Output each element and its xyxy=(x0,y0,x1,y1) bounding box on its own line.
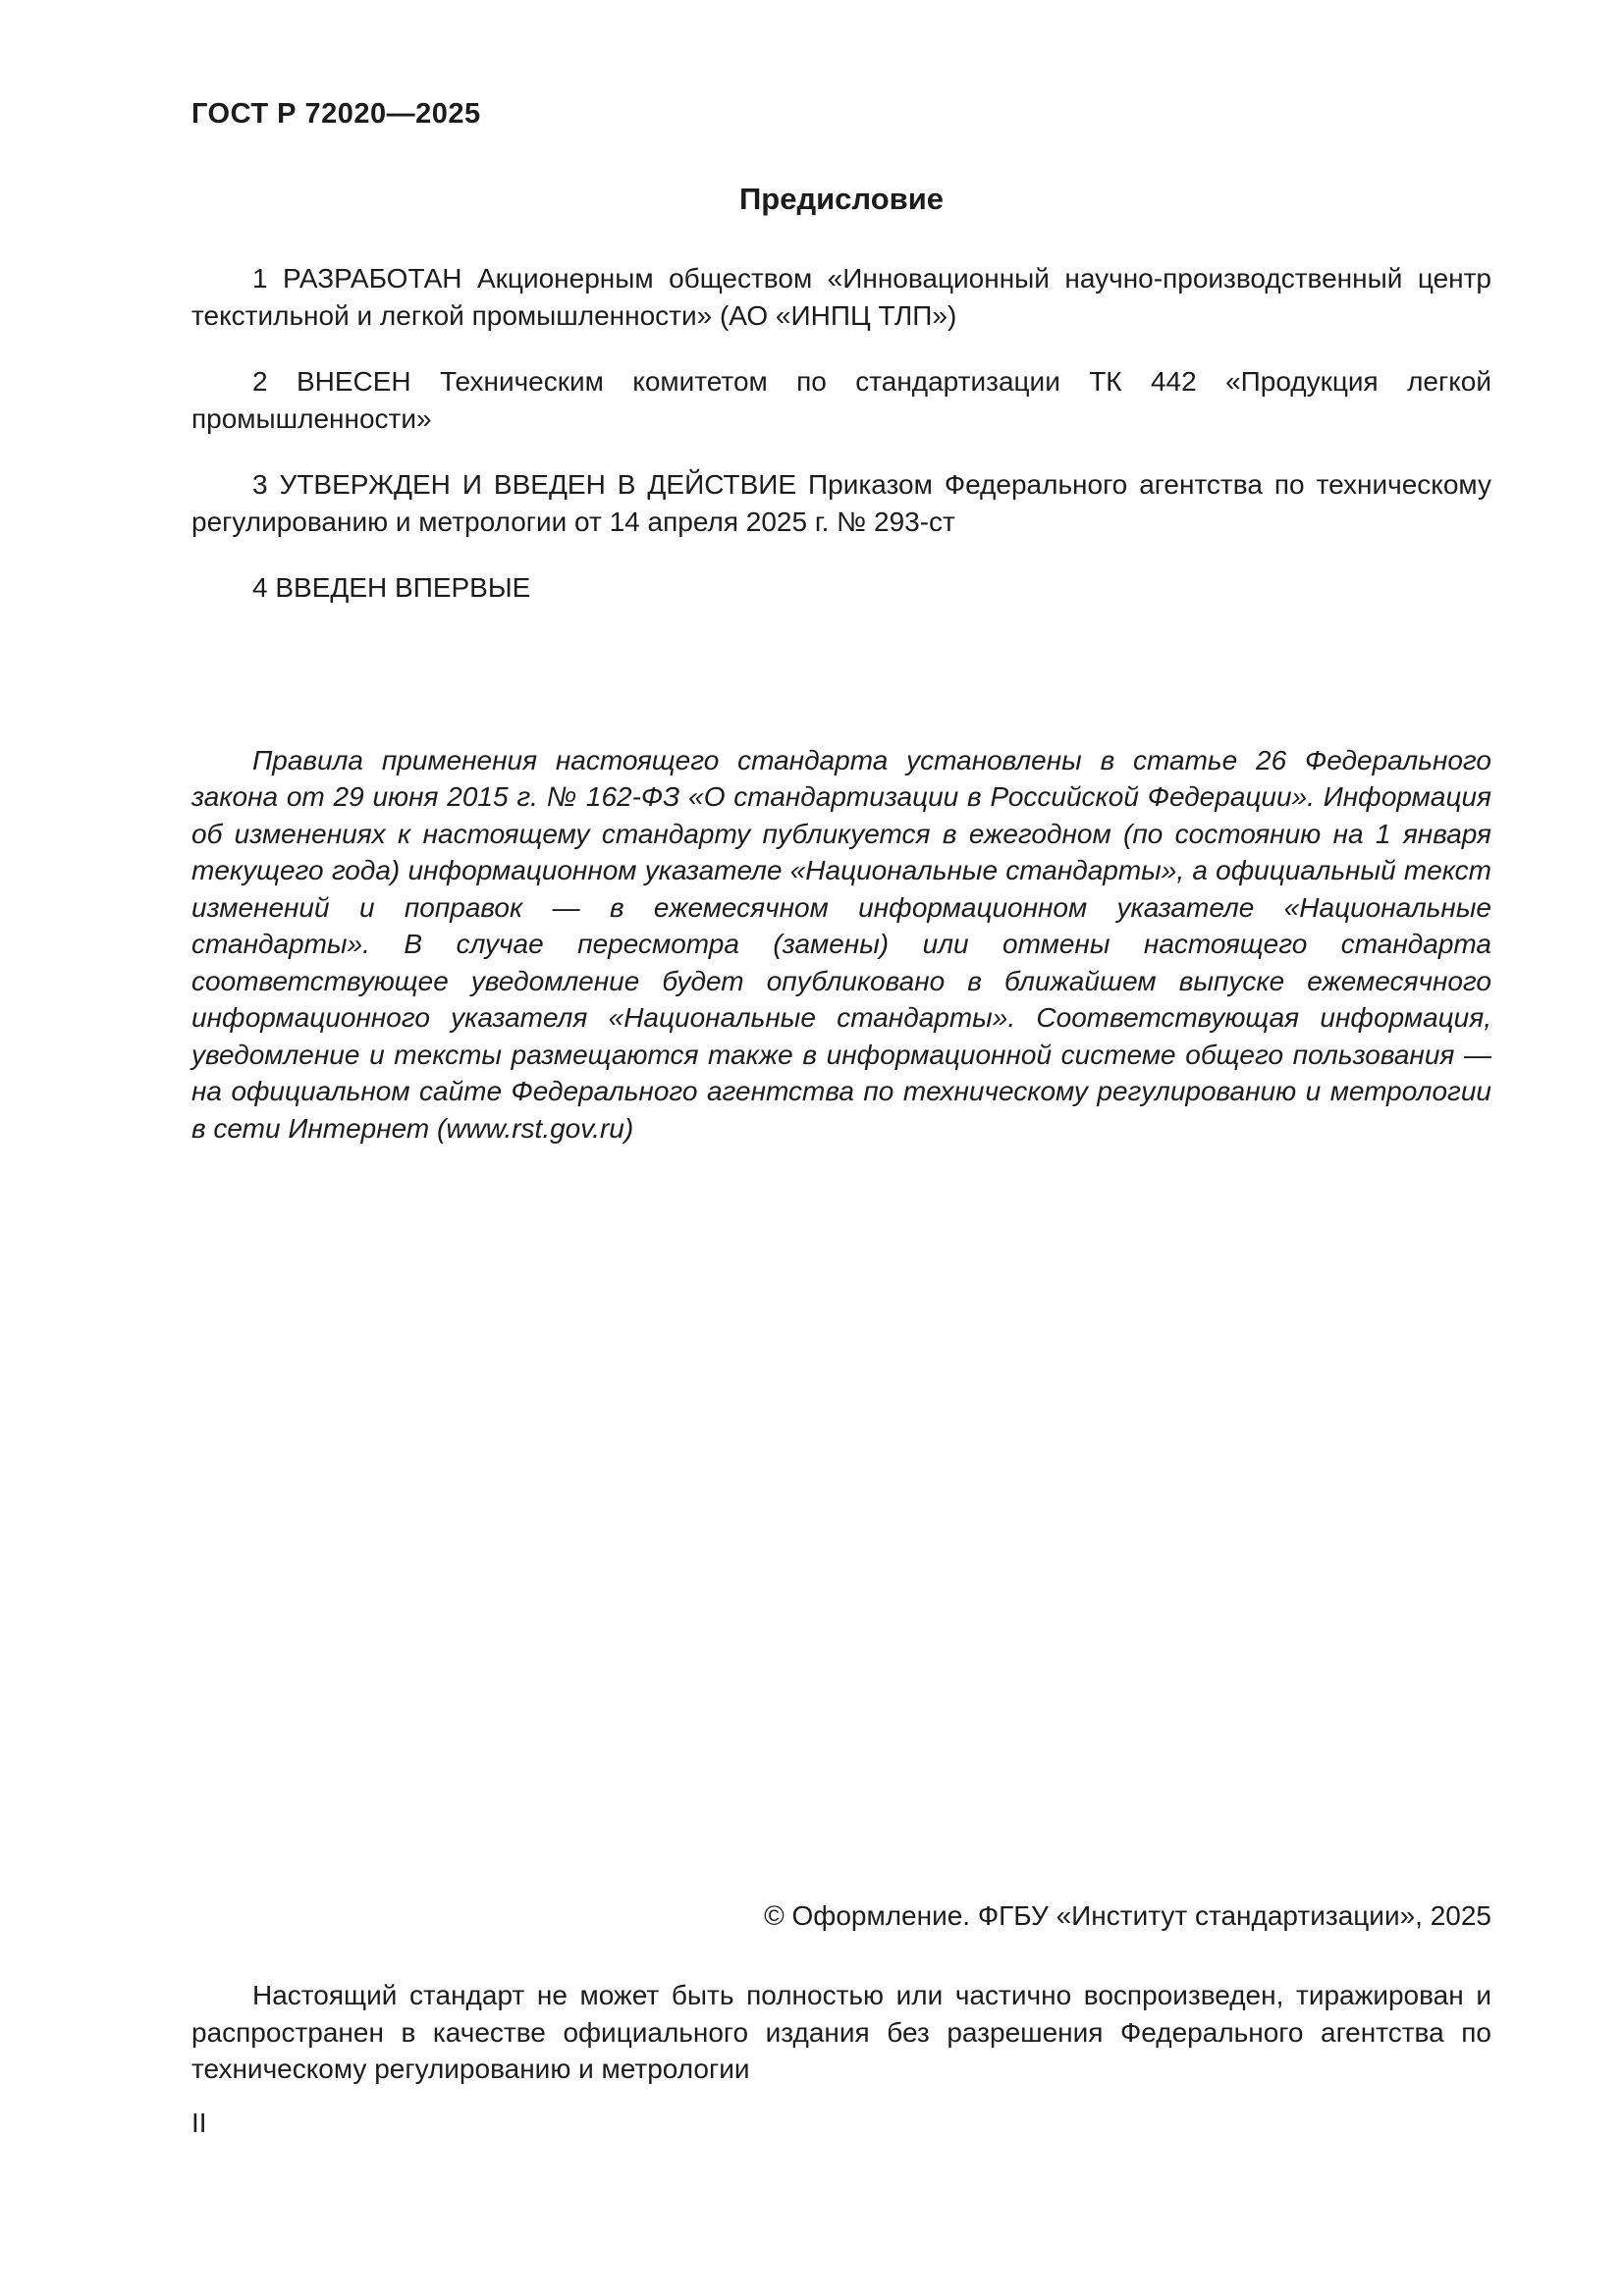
reproduction-notice xyxy=(191,1977,1491,2102)
copyright-line: © Оформление. ФГБУ «Институт стандартизации», 2025 xyxy=(764,1900,1491,1932)
reproduction-notice-text: Настоящий стандарт не может быть полностью или частично воспроизведен, тиражирован и распространен в качестве официального издания без разрешения Федерального агентства по техническому регулированию и метрологии xyxy=(191,1980,1491,2085)
page-number: II xyxy=(191,2108,207,2138)
standard-designation: ГОСТ Р 72020—2025 xyxy=(191,98,481,130)
application-rules-text: Правила применения настоящего стандарта установлены в статье 26 Федерального закона от 29 июня 2015 г. № 162-ФЗ «О стандартизации в Российской Федерации». Информация об изменениях к настоящему стандарту публикуется в ежегодном (по состоянию на 1 января текущего года) информационном указателе «Национальные стандарты», а официальный текст изменений и поправок — в ежемесячном информационном указателе «Национальные стандарты». В случае пересмотра (замены) или отмены настоящего стандарта соответствующее уведомление будет опубликовано в ближайшем выпуске ежемесячного информационного указателя «Национальные стандарты». Соответствующая информация, уведомление и тексты размещаются также в информационной системе общего пользования — на официальном сайте Федерального агентства по техническому регулированию и метрологии в сети Интернет (www.rst.gov.ru) xyxy=(191,744,1491,1144)
foreword-section xyxy=(191,260,1491,636)
foreword-item-4: 4 ВВЕДЕН ВПЕРВЫЕ xyxy=(252,572,531,604)
foreword-item-1: 1 РАЗРАБОТАН Акционерным обществом «Инновационный научно-производственный центр текстильной и легкой промышленности» (АО «ИНПЦ ТЛП») xyxy=(191,263,1491,331)
vertical-spacer xyxy=(191,1147,1491,1900)
page-title: Предисловие xyxy=(738,182,944,216)
foreword-item-3: 3 УТВЕРЖДЕН И ВВЕДЕН В ДЕЙСТВИЕ Приказом Федерального агентства по техническому регулированию и метрологии от 14 апреля 2025 г. № 293-ст xyxy=(191,469,1491,537)
application-rules-note xyxy=(191,742,1491,1148)
foreword-item-2: 2 ВНЕСЕН Техническим комитетом по стандартизации ТК 442 «Продукция легкой промышленности» xyxy=(191,366,1491,434)
